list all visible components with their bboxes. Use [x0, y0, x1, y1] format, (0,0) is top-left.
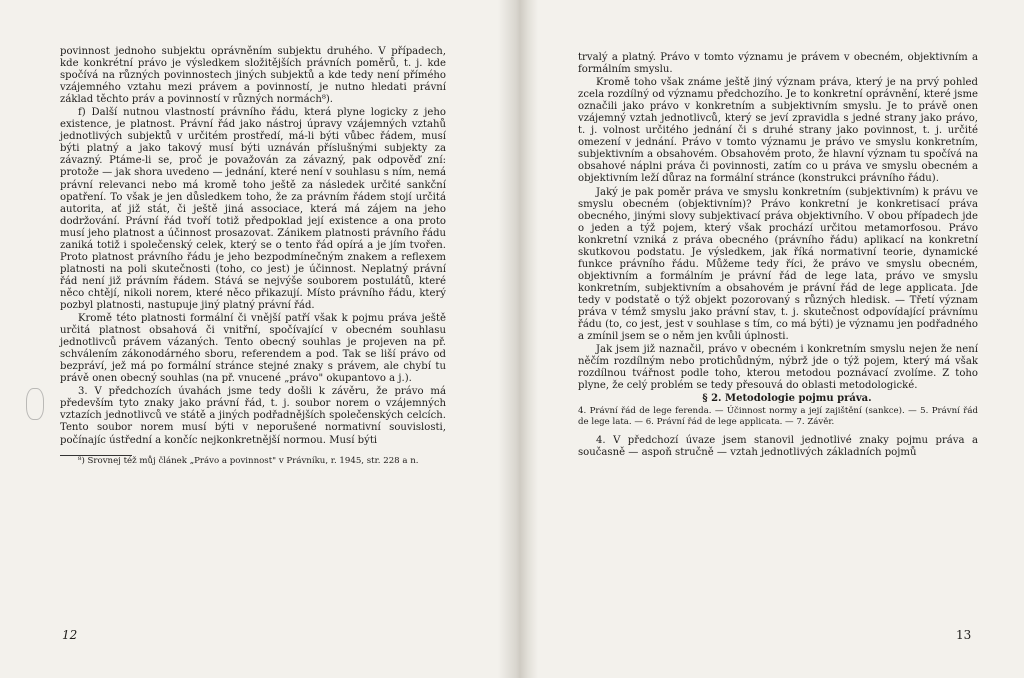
paragraph: Jaký je pak poměr práva ve smyslu konkretním (subjektivním) k právu ve smyslu obecném (objektivním)? Právo konkretní je konkretisací práva obecného, jinými slovy subjektivací práva objektivního. V obou případech jde o jeden a týž pojem, který však prochází určitou metamorfosou. Právo konkretní vzniká z práva obecného (právního řádu) aplikací na konkretní skutkovou podstatu. Je výsledkem, jak říká normativní teorie, dynamické funkce právního řádu. Můžeme tedy říci, že právo ve smyslu obecném, objektivním a formálním je právní řád de lege lata, právo ve smyslu konkretním, subjektivním a obsahovém je právní řád de lege applicata. Jde tedy v podstatě o týž objekt pozorovaný s různých hledisk. — Třetí význam práva v témž smyslu jako právní stav, t. j. skutečnost odpovídající právnímu řádu (to, co jest, jest v souhlase s tím, co má býti) je významu jen podřadného a zmínil jsem se o něm jen kvůli úplnosti.	[578, 186, 978, 343]
paragraph: Kromě toho však známe ještě jiný význam práva, který je na prvý pohled zcela rozdílný od významu předchozího. Je to konkretní oprávnění, které jsme označili jako právo v konkretním a subjektivním smyslu. Je to právě onen vzájemný vztah jednotlivců, který se jeví zpravidla s jedné strany jako právo, t. j. volnost určitého jednání či s druhé strany jako povinnost, t. j. určité omezení v jednání. Právo v tomto významu je právo ve smyslu konkretním, subjektivním a obsahovém. Obsahovém proto, že hlavní význam tu spočívá na obsahové náplni práva či povinnosti, zatím co u práva ve smyslu obecném a objektivním leží důraz na formální stránce (konstrukci právního řádu).	[578, 77, 978, 185]
pencil-mark	[26, 388, 44, 420]
right-page	[538, 0, 1024, 678]
section-heading: § 2. Metodologie pojmu práva.	[702, 393, 872, 405]
paragraph: Kromě této platnosti formální či vnější patří však k pojmu práva ještě určitá platnost obsahová či vnitřní, spočívající v obecném souhlasu jednotlivců právem vázaných. Tento obecný souhlas je projeven na př. schválením zákonodárného sboru, referendem a pod. Tak se liší právo od bezpráví, jež má po formální stránce stejné znaky s právem, ale chybí tu právě onen obecný souhlas (na př. vnucené „právo" okupantovo a j.).	[60, 313, 446, 385]
page-number: 12	[62, 628, 78, 642]
paragraph: 4. V předchozí úvaze jsem stanovil jednotlivé znaky pojmu práva a současně — aspoň stručně — vztah jednotlivých základních pojmů	[578, 435, 978, 459]
page-number: 13	[956, 628, 972, 642]
paragraph: f) Další nutnou vlastností právního řádu, která plyne logicky z jeho existence, je platnost. Právní řád jako nástroj úpravy vzájemných vztahů jednotlivých subjektů v určitém prostředí, má-li býti vůbec řádem, musí býti platný a jako takový musí býti uznáván příslušnými subjekty za závazný. Ptáme-li se, proč je považován za závazný, pak odpověď zní: protože — jak shora uvedeno — jednání, které není v souhlasu s ním, nemá právní relevanci nebo má kromě toho ještě za následek určité sankční opatření. To však je jen důsledkem toho, že za právním řádem stojí určitá autorita, ať již stát, či ještě jiná associace, která má zájem na jeho dodržování. Právní řád tvoří totiž předpoklad její existence a ona proto musí jeho platnost a účinnost prosazovat. Zánikem platnosti právního řádu zaniká totiž i společenský celek, který se o tento řád opírá a je jím tvořen. Proto platnost právního řádu je jeho bezpodmínečným znakem a reflexem platnosti na poli skutečnosti (toho, co jest) je účinnost. Neplatný právní řád není již právním řádem. Stává se nejvýše souborem postulátů, které něco chtějí, nikoli norem, které něco přikazují. Místo právního řádu, který pozbyl platnosti, nastupuje jiný platný právní řád.	[60, 107, 446, 311]
paragraph: 3. V předchozích úvahách jsme tedy došli k závěru, že právo má především tyto znaky jako právní řád, t. j. soubor norem o vzájemných vztazích jednotlivců ve státě a jiných podřadnějších společenských celcích. Tento soubor norem musí býti v neporušené normativní souvislosti, počínajíc ústřední a končíc nejkonkretnější normou. Musí býti	[60, 386, 446, 446]
paragraph: povinnost jednoho subjektu oprávněním subjektu druhého. V případech, kde konkrétní právo je výsledkem složitějších právních poměrů, t. j. kde spočívá na různých povinnostech jiných subjektů a kde tedy není přímého vzájemného vztahu mezi právem a povinností, je nutno hledati právní základ těchto práv a povinností v různých normách⁸).	[60, 46, 446, 106]
book-gutter	[498, 0, 538, 678]
left-text-column	[60, 46, 446, 466]
section-items: 4. Právní řád de lege ferenda. — Účinnost normy a její zajištění (sankce). — 5. Právní řád de lege lata. — 6. Právní řád de lege applicata. — 7. Závěr.	[578, 406, 978, 427]
left-page	[0, 0, 498, 678]
right-text-column	[578, 52, 978, 459]
paragraph: trvalý a platný. Právo v tomto významu je právem v obecném, objektivním a formálním smyslu.	[578, 52, 978, 76]
footnote: ⁸) Srovnej též můj článek „Právo a povinnost" v Právníku, r. 1945, str. 228 a n.	[78, 455, 419, 466]
paragraph: Jak jsem již naznačil, právo v obecném i konkretním smyslu nejen že není něčím rozdílným nebo protichůdným, nýbrž jde o týž pojem, který má však rozdílnou tvářnost podle toho, kterou metodou poznávací zvolíme. Z toho plyne, že celý problém se tedy přesouvá do oblasti metodologické.	[578, 344, 978, 392]
